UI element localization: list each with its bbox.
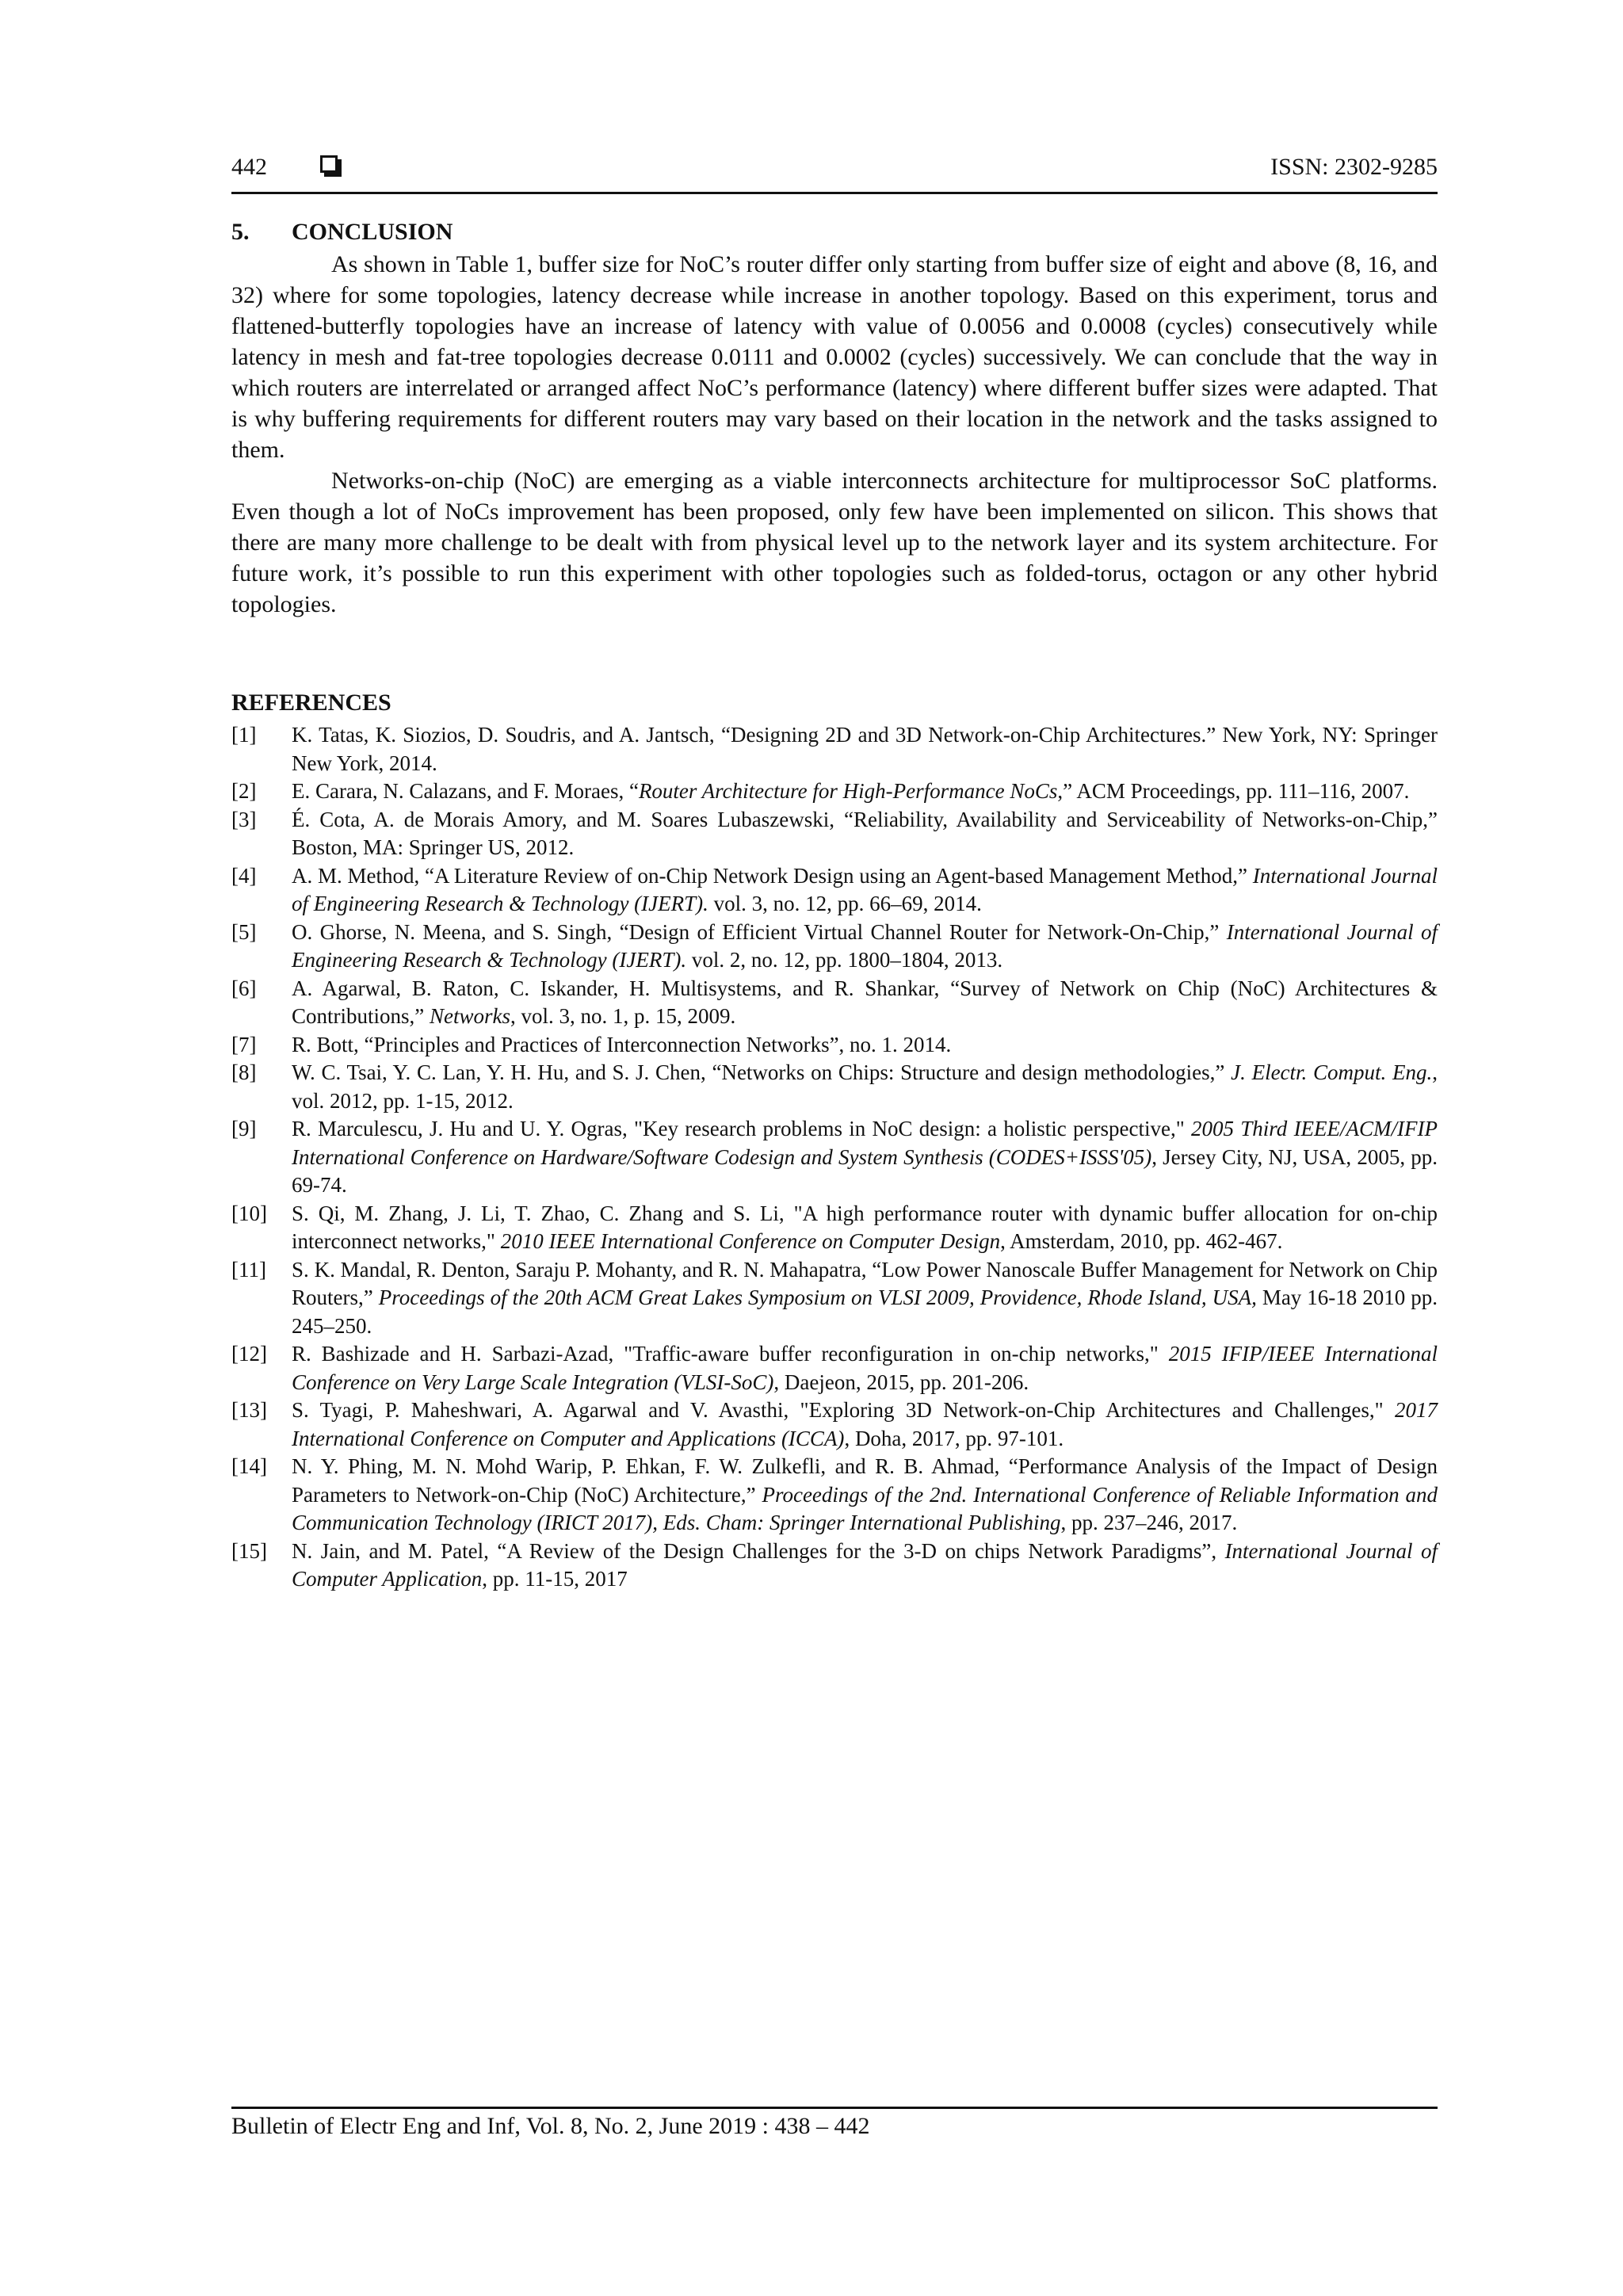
- reference-source: Proceedings of the 2nd. International Conference of Reliable Information and Communication Technology (IRICT 2017), Eds. Cham: Springer International Publishing: [292, 1482, 1438, 1534]
- reference-details: May 16-18 2010 pp. 245–250.: [292, 1286, 1438, 1338]
- reference-text: A. Agarwal, B. Raton, C. Iskander, H. Multisystems, and R. Shankar, “Survey of Network on Chip (NoC) Architectures & Contributions,”: [292, 976, 1438, 1028]
- reference-text: R. Marculescu, J. Hu and U. Y. Ogras, "Key research problems in NoC design: a holistic perspective,": [292, 1117, 1192, 1140]
- reference-item: [231, 1115, 1438, 1200]
- reference-details: , vol. 2012, pp. 1-15, 2012.: [292, 1060, 1438, 1113]
- reference-number: [6]: [231, 976, 257, 1000]
- reference-number: [15]: [231, 1538, 267, 1563]
- reference-source: International Journal of Engineering Research & Technology (IJERT).: [292, 919, 1438, 972]
- page-header: [231, 149, 1438, 197]
- reference-source: International Journal of Engineering Research & Technology (IJERT).: [292, 863, 1438, 915]
- issn-label: ISSN: 2302-9285: [1270, 154, 1438, 180]
- box-icon: [320, 155, 338, 173]
- reference-text: S. K. Mandal, R. Denton, Saraju P. Mohanty, and R. N. Mahapatra, “Low Power Nanoscale Buffer Management for Network on Chip Routers,”: [292, 1257, 1438, 1309]
- reference-text: E. Carara, N. Calazans, and F. Moraes, “: [292, 779, 639, 803]
- reference-details: , Daejeon, 2015, pp. 201-206.: [773, 1370, 1029, 1394]
- reference-item: [231, 721, 1438, 777]
- reference-text: S. Qi, M. Zhang, J. Li, T. Zhao, C. Zhang and S. Li, "A high performance router with dynamic buffer allocation for on-chip interconnect networks,": [292, 1201, 1438, 1253]
- section-title: CONCLUSION: [292, 219, 453, 245]
- reference-item: [231, 919, 1438, 975]
- reference-source: Router Architecture for High-Performance NoCs: [638, 779, 1058, 803]
- reference-list: [231, 721, 1438, 1594]
- reference-number: [14]: [231, 1454, 267, 1478]
- paragraph-1: As shown in Table 1, buffer size for NoC’s router differ only starting from buffer size of eight and above (8, 16, and 32) where for some topologies, latency decrease while increase in another topology. Based on this experiment, torus and flattened-butterfly topologies have an increase of latency with value of 0.0056 and 0.0008 (cycles) consecutively while latency in mesh and fat-tree topologies decrease 0.0111 and 0.0002 (cycles) successively. We can conclude that the way in which routers are interrelated or arranged affect NoC’s performance (latency) where different buffer sizes were adapted. That is why buffering requirements for different routers may vary based on their location in the network and the tasks assigned to them.: [231, 251, 1438, 463]
- reference-item: [231, 777, 1438, 806]
- reference-item: [231, 1396, 1438, 1453]
- reference-number: [3]: [231, 807, 257, 831]
- reference-text: R. Bott, “Principles and Practices of Interconnection Networks”, no. 1. 2014.: [292, 1032, 952, 1056]
- reference-item: [231, 806, 1438, 862]
- reference-item: [231, 1340, 1438, 1396]
- reference-details: , Jersey City, NJ, USA, 2005, pp. 69-74.: [292, 1144, 1438, 1197]
- reference-source: 2015 IFIP/IEEE International Conference on Very Large Scale Integration (VLSI-SoC): [292, 1342, 1438, 1394]
- header-divider: [231, 192, 1438, 194]
- reference-item: [231, 975, 1438, 1031]
- reference-item: [231, 1256, 1438, 1341]
- reference-item: [231, 1059, 1438, 1115]
- reference-source: 2017 International Conference on Computer and Applications (ICCA): [292, 1398, 1438, 1450]
- reference-number: [9]: [231, 1117, 257, 1140]
- reference-details: ,” ACM Proceedings, pp. 111–116, 2007.: [1057, 779, 1410, 803]
- paragraph-2: Networks-on-chip (NoC) are emerging as a viable interconnects architecture for multiprocessor SoC platforms. Even though a lot of NoCs improvement has been proposed, only few have been implemented on silicon. This shows that there are many more challenge to be dealt with from physical level up to the network layer and its system architecture. For future work, it’s possible to run this experiment with other topologies such as folded-torus, octagon or any other hybrid topologies.: [231, 468, 1438, 617]
- reference-details: , pp. 11-15, 2017: [482, 1567, 628, 1591]
- reference-text: O. Ghorse, N. Meena, and S. Singh, “Design of Efficient Virtual Channel Router for Network-On-Chip,”: [292, 919, 1227, 944]
- reference-number: [7]: [231, 1032, 257, 1056]
- footer-divider: [231, 2107, 1438, 2109]
- reference-number: [2]: [231, 779, 257, 803]
- section-heading: [231, 219, 1438, 246]
- reference-text: R. Bashizade and H. Sarbazi-Azad, "Traffic-aware buffer reconfiguration in on-chip networks,": [292, 1342, 1169, 1366]
- reference-details: vol. 2, no. 12, pp. 1800–1804, 2013.: [686, 948, 1003, 972]
- page-number: 442: [231, 154, 267, 180]
- reference-source: Proceedings of the 20th ACM Great Lakes Symposium on VLSI 2009, Providence, Rhode Island, USA,: [378, 1286, 1257, 1309]
- reference-number: [13]: [231, 1398, 267, 1422]
- reference-source: 2005 Third IEEE/ACM/IFIP International Conference on Hardware/Software Codesign and System Synthesis (CODES+ISSS'05): [292, 1117, 1438, 1169]
- reference-details: , Doha, 2017, pp. 97-101.: [844, 1426, 1064, 1450]
- reference-number: [11]: [231, 1257, 266, 1282]
- reference-text: É. Cota, A. de Morais Amory, and M. Soares Lubaszewski, “Reliability, Availability and Serviceability of Networks-on-Chip,” Boston, MA: Springer US, 2012.: [292, 807, 1438, 859]
- reference-item: [231, 1031, 1438, 1060]
- reference-item: [231, 1200, 1438, 1256]
- reference-text: W. C. Tsai, Y. C. Lan, Y. H. Hu, and S. J. Chen, “Networks on Chips: Structure and design methodologies,”: [292, 1060, 1232, 1084]
- reference-source: 2010 IEEE International Conference on Computer Design: [500, 1229, 1001, 1253]
- reference-item: [231, 1538, 1438, 1594]
- reference-details: , vol. 3, no. 1, p. 15, 2009.: [510, 1004, 736, 1028]
- reference-number: [4]: [231, 863, 257, 888]
- reference-details: , Amsterdam, 2010, pp. 462-467.: [1000, 1229, 1283, 1253]
- reference-item: [231, 1453, 1438, 1538]
- page-footer: Bulletin of Electr Eng and Inf, Vol. 8, No. 2, June 2019 : 438 – 442: [231, 2113, 870, 2139]
- reference-source: International Journal of Computer Application: [292, 1538, 1438, 1591]
- reference-source: Networks: [430, 1004, 511, 1028]
- reference-text: N. Y. Phing, M. N. Mohd Warip, P. Ehkan, F. W. Zulkefli, and R. B. Ahmad, “Performance Analysis of the Impact of Design Parameters to Network-on-Chip (NoC) Architecture,”: [292, 1454, 1438, 1507]
- section-number: 5.: [231, 219, 250, 245]
- reference-source: J. Electr. Comput. Eng.: [1231, 1060, 1433, 1084]
- reference-details: vol. 3, no. 12, pp. 66–69, 2014.: [708, 892, 982, 915]
- references-section: [231, 690, 1438, 1594]
- references-heading: REFERENCES: [231, 690, 391, 716]
- reference-details: , pp. 237–246, 2017.: [1060, 1511, 1238, 1534]
- conclusion-section: [231, 219, 1438, 620]
- reference-item: [231, 862, 1438, 919]
- reference-number: [8]: [231, 1060, 257, 1084]
- reference-number: [5]: [231, 919, 257, 944]
- reference-text: S. Tyagi, P. Maheshwari, A. Agarwal and V. Avasthi, "Exploring 3D Network-on-Chip Architectures and Challenges,": [292, 1398, 1395, 1422]
- reference-text: N. Jain, and M. Patel, “A Review of the Design Challenges for the 3-D on chips Network Paradigms”,: [292, 1538, 1225, 1563]
- reference-number: [1]: [231, 723, 257, 747]
- reference-text: A. M. Method, “A Literature Review of on-Chip Network Design using an Agent-based Management Method,”: [292, 863, 1253, 888]
- reference-text: K. Tatas, K. Siozios, D. Soudris, and A. Jantsch, “Designing 2D and 3D Network-on-Chip Architectures.” New York, NY: Springer New York, 2014.: [292, 723, 1438, 775]
- reference-number: [10]: [231, 1201, 267, 1225]
- reference-number: [12]: [231, 1342, 267, 1366]
